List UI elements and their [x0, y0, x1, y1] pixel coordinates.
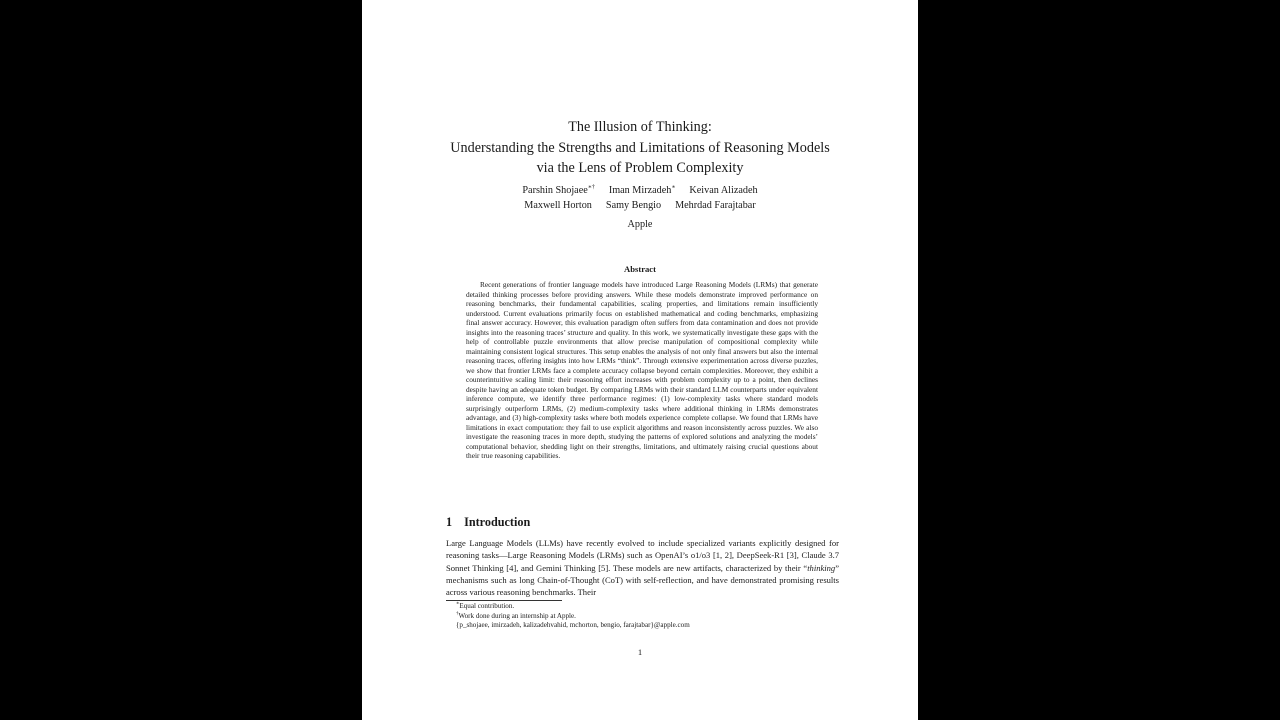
author: Iman Mirzadeh∗	[608, 184, 676, 196]
author: Parshin Shojaee∗†	[522, 184, 595, 196]
title-line: The Illusion of Thinking:	[568, 119, 712, 135]
paper-page	[362, 0, 918, 720]
author: Keivan Alizadeh	[689, 185, 758, 196]
intro-emphasis: thinking	[807, 562, 836, 573]
affiliation: Apple	[627, 219, 653, 230]
footnotes	[456, 602, 690, 631]
page-number: 1	[637, 647, 643, 657]
footnote-emails: {p_shojaee, imirzadeh, kalizadehvahid, mchorton, bengio, farajtabar}@apple.com	[456, 621, 690, 630]
footnote: ∗Equal contribution.	[456, 601, 515, 610]
author-row	[362, 183, 918, 198]
author-list	[362, 183, 918, 213]
abstract	[466, 280, 818, 461]
footnote: †Work done during an internship at Apple.	[456, 611, 576, 620]
section-heading	[446, 515, 530, 530]
footnote-rule	[446, 600, 562, 601]
intro-text: Large Language Models (LLMs) have recently evolved to include specialized variants explicitly designed for reasoning tasks—Large Reasoning Models (LRMs) such as OpenAI’s o1/o3 [1, 2], DeepSeek-R1 [3], Claude 3.7 Sonnet Thinking [4], and Gemini Thinking [5]. These models are new artifacts, characterized by their “	[446, 538, 839, 573]
author: Samy Bengio	[605, 200, 662, 211]
section-number: 1	[446, 515, 453, 529]
title-line: via the Lens of Problem Complexity	[536, 160, 744, 176]
title-line: Understanding the Strengths and Limitations of Reasoning Models	[450, 139, 830, 156]
abstract-text: Recent generations of frontier language models have introduced Large Reasoning Models (LRMs) that generate detailed thinking processes before providing answers. While these models demonstrate improved performance on reasoning benchmarks, their fundamental capabilities, scaling properties, and limitations remain insufficiently understood. Current evaluations primarily focus on established mathematical and coding benchmarks, emphasizing final answer accuracy. However, this evaluation paradigm often suffers from data contamination and does not provide insights into the reasoning traces’ structure and quality. In this work, we systematically investigate these gaps with the help of controllable puzzle environments that allow precise manipulation of compositional complexity while maintaining consistent logical structures. This setup enables the analysis of not only final answers but also the internal reasoning traces, offering insights into how LRMs “think”. Through extensive experimentation across diverse puzzles, we show that frontier LRMs face a complete accuracy collapse beyond certain complexities. Moreover, they exhibit a counterintuitive scaling limit: their reasoning effort increases with problem complexity up to a point, then declines despite having an adequate token budget. By comparing LRMs with their standard LLM counterparts under equivalent inference compute, we identify three performance regimes: (1) low-complexity tasks where standard models surprisingly outperform LRMs, (2) medium-complexity tasks where additional thinking in LRMs demonstrates advantage, and (3) high-complexity tasks where both models experience complete collapse. We found that LRMs have limitations in exact computation: they fail to use explicit algorithms and reason inconsistently across puzzles. We also investigate the reasoning traces in more depth, studying the patterns of explored solutions and analyzing the models’ computational behavior, shedding light on their strengths, limitations, and ultimately raising crucial questions about their true reasoning capabilities.	[466, 280, 818, 460]
paper-title	[362, 117, 918, 179]
section-title: Introduction	[464, 515, 531, 529]
intro-text: ” mechanisms such as long Chain-of-Thought (CoT) with self-reflection, and have demonstrated promising results across various reasoning benchmarks. Their	[446, 562, 839, 598]
intro-paragraph	[446, 537, 839, 599]
author: Mehrdad Farajtabar	[675, 200, 756, 211]
author-row	[362, 198, 918, 213]
abstract-heading: Abstract	[624, 264, 656, 274]
author: Maxwell Horton	[524, 200, 592, 211]
